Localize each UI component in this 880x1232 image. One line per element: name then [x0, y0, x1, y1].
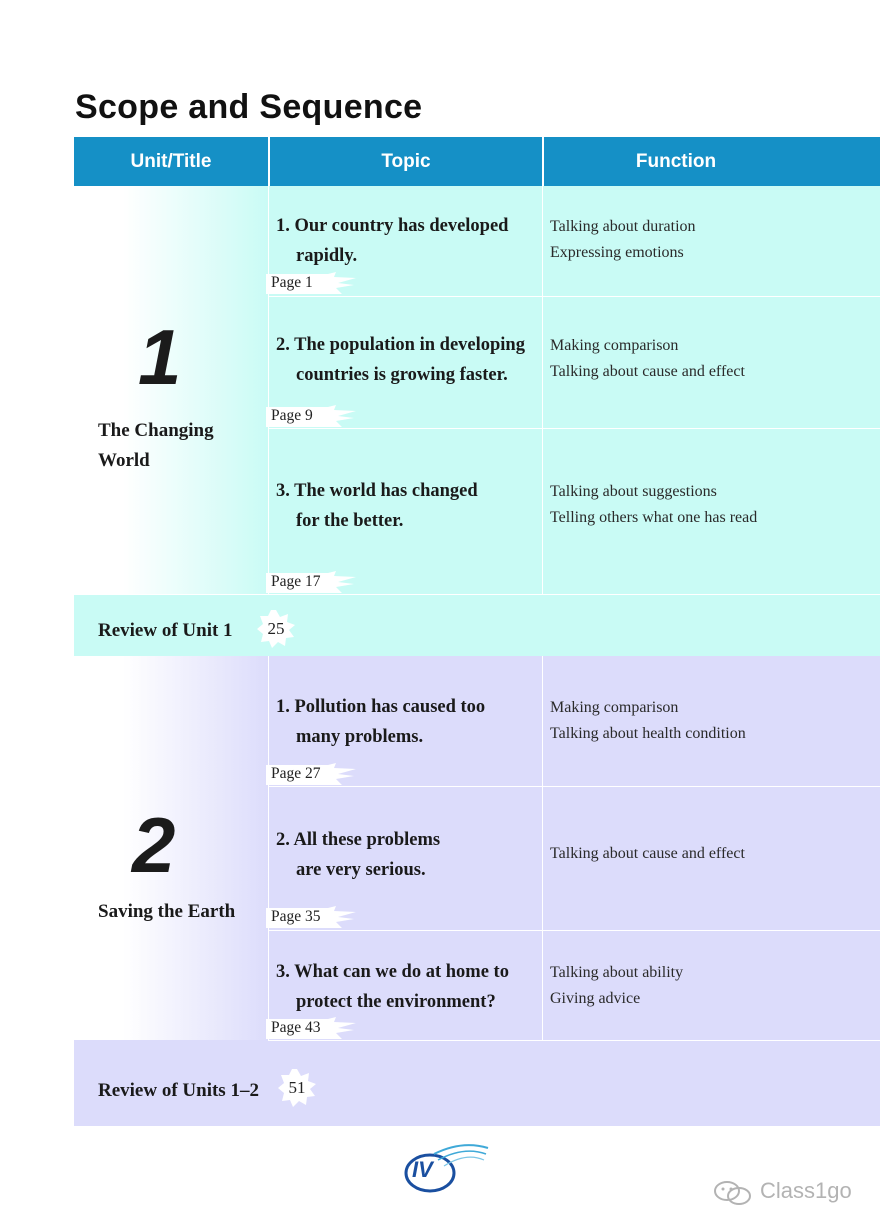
unit-1-lesson-2-topic: 2. The population in developing countries is growing faster.: [276, 335, 525, 385]
unit-1-lesson-2-functions: Making comparison Talking about cause and effect: [550, 337, 745, 380]
unit-2-lesson-2-topic: 2. All these problems are very serious.: [276, 830, 441, 880]
unit-2-lesson-3-functions: Talking about ability Giving advice: [550, 964, 684, 1007]
review-units-1-2-label: Review of Units 1–2: [98, 1080, 259, 1101]
unit-1-lesson-1-page: Page 1: [266, 272, 376, 296]
header-topic: Topic: [381, 151, 431, 172]
unit-1-lesson-2-page: Page 9: [266, 405, 376, 429]
unit-1-lesson-3-topic: 3. The world has changed for the better.: [276, 481, 478, 531]
table-header: [74, 137, 880, 186]
unit-2-lesson-3-topic: 3. What can we do at home to protect the environment?: [276, 962, 509, 1012]
unit-1-lesson-3-page: Page 17: [266, 571, 376, 595]
page-title: Scope and Sequence: [75, 88, 423, 126]
unit-1-title: The Changing World: [98, 420, 214, 471]
unit-2-number: 2: [132, 801, 176, 889]
unit-1-number: 1: [138, 313, 182, 401]
unit-1-lesson-1-functions: Talking about duration Expressing emotions: [550, 218, 696, 261]
watermark: Class1go: [712, 1176, 872, 1206]
unit-2-lesson-2-functions: Talking about cause and effect: [550, 845, 745, 862]
unit-2-lesson-3-page: Page 43: [266, 1017, 376, 1041]
wechat-icon: [712, 1180, 754, 1206]
review-unit-1-page-badge: 25: [256, 609, 296, 649]
unit-2-lesson-1-functions: Making comparison Talking about health condition: [550, 699, 746, 742]
unit-2-lesson-1-page: Page 27: [266, 763, 376, 787]
review-units-1-2-page-badge: 51: [277, 1068, 317, 1108]
header-function: Function: [635, 151, 717, 172]
unit-1-lesson-3-functions: Talking about suggestions Telling others what one has read: [550, 483, 758, 526]
unit-2-title: Saving the Earth: [98, 901, 236, 922]
page-number-logo: IV: [400, 1140, 496, 1200]
unit-2-lesson-1-topic: 1. Pollution has caused too many problems.: [276, 697, 486, 747]
review-unit-1-label: Review of Unit 1: [98, 620, 233, 641]
unit-1-lesson-1-topic: 1. Our country has developed rapidly.: [276, 216, 509, 266]
unit-2-lesson-2-page: Page 35: [266, 906, 376, 930]
header-unit-title: Unit/Title: [130, 151, 212, 172]
